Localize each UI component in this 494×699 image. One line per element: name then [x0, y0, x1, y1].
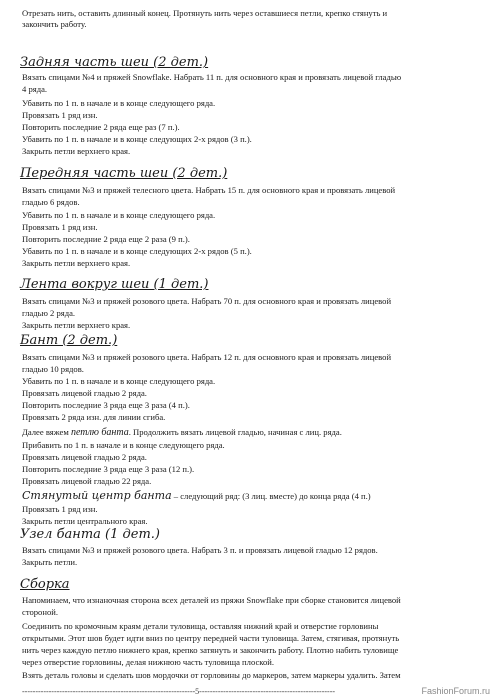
text-line: гладью 6 рядов.: [22, 197, 80, 207]
text-line: через отверстие горловины, делая нижнюю часть туловища плоской.: [22, 657, 275, 667]
section-heading-bow: Бант (2 дет.): [20, 333, 118, 348]
intro-line: закончить работу.: [22, 19, 87, 29]
text-line: стороной.: [22, 607, 58, 617]
text-line: Вязать спицами №3 и пряжей телесного цвета. Набрать 15 п. для основного края и провязать лицевой: [22, 185, 396, 195]
text-line: Убавить по 1 п. в начале и в конце следующих 2-х рядов (3 п.).: [22, 134, 252, 144]
text-line: Повторить последние 3 ряда еще 3 раза (4 п.).: [22, 400, 190, 410]
text-line: 4 ряда.: [22, 84, 48, 94]
text-line: Вязать спицами №3 и пряжей розового цвета. Набрать 3 п. и провязать лицевой гладью 12 рядов.: [22, 545, 378, 555]
section-heading-back-neck: Задняя часть шеи (2 дет.): [20, 55, 209, 70]
text-line: Закрыть петли верхнего края.: [22, 320, 131, 330]
text-line: Провязать 1 ряд изн.: [22, 504, 98, 514]
text-line: гладью 2 ряда.: [22, 308, 76, 318]
text-line: гладью 10 рядов.: [22, 364, 84, 374]
text-line: Взять деталь головы и сделать шов мордочки от горловины до маркеров, затем маркеры удалить. Затем: [22, 670, 401, 680]
text-line: Провязать 1 ряд изн.: [22, 110, 98, 120]
bow-center-line: [22, 490, 482, 502]
text-line: Закрыть петли.: [22, 557, 78, 567]
section-heading-knot: Узел банта (1 дет.): [20, 527, 160, 542]
text-line: Прибавить по 1 п. в начале и в конце следующего ряда.: [22, 440, 225, 450]
page-number-footer: -----------------------------------------------------------------5---------------------------------------------------: [22, 687, 336, 696]
text-line: нить через каждую петлю нижнего края, крепко затянуть и закончить работу. Плотно набить туловище: [22, 645, 399, 655]
intro-line: Отрезать нить, оставить длинный конец. Протянуть нить через оставшиеся петли, крепко стянуть и: [22, 8, 388, 18]
text-line: Повторить последние 3 ряда еще 3 раза (12 п.).: [22, 464, 195, 474]
text-line: Провязать лицевой гладью 2 ряда.: [22, 388, 147, 398]
bow-loop-term: петлю банта: [70, 427, 129, 438]
text-line: открытыми. Этот шов будет идти вниз по центру передней части туловища. Затем, стягивая, протянуть: [22, 633, 400, 643]
text-line: Закрыть петли центрального края.: [22, 516, 148, 526]
text-line: Соединить по кромочным краям детали туловища, оставляя нижний край и отверстие горловины: [22, 621, 379, 631]
bow-loop-line: [22, 427, 482, 438]
text-line: Убавить по 1 п. в начале и в конце следующего ряда.: [22, 376, 216, 386]
text-line: Закрыть петли верхнего края.: [22, 258, 131, 268]
section-heading-ribbon: Лента вокруг шеи (1 дет.): [20, 277, 209, 292]
section-heading-front-neck: Передняя часть шеи (2 дет.): [20, 166, 228, 181]
bow-center-term: Стянутый центр банта: [22, 490, 172, 502]
text-line: Повторить последние 2 ряда еще 2 раза (9 п.).: [22, 234, 190, 244]
text-line: Закрыть петли верхнего края.: [22, 146, 131, 156]
text-line: Провязать лицевой гладью 2 ряда.: [22, 452, 147, 462]
text-line: Убавить по 1 п. в начале и в конце следующего ряда.: [22, 210, 216, 220]
text-line: Провязать лицевой гладью 22 ряда.: [22, 476, 152, 486]
section-heading-assembly: Сборка: [20, 577, 70, 592]
text-line: Вязать спицами №3 и пряжей розового цвета. Набрать 12 п. для основного края и провязать лицевой: [22, 352, 392, 362]
text-line: Вязать спицами №4 и пряжей Snowflake. Набрать 11 п. для основного края и провязать лицевой гладью: [22, 72, 402, 82]
text-line: Напоминаем, что изнаночная сторона всех деталей из пряжи Snowflake при сборке становится лицевой: [22, 595, 401, 605]
text-span: – следующий ряд: (3 лиц. вместе) до конца ряда (4 п.): [171, 491, 371, 501]
text-line: Повторить последние 2 ряда еще раз (7 п.).: [22, 122, 180, 132]
text-span: Далее вяжем: [22, 427, 71, 437]
watermark: FashionForum.ru: [421, 686, 490, 696]
text-line: Убавить по 1 п. в начале и в конце следующих 2-х рядов (5 п.).: [22, 246, 252, 256]
text-line: Убавить по 1 п. в начале и в конце следующего ряда.: [22, 98, 216, 108]
text-span: . Продолжить вязать лицевой гладью, начиная с лиц. ряда.: [128, 427, 342, 437]
text-line: Вязать спицами №3 и пряжей розового цвета. Набрать 70 п. для основного края и провязать лицевой: [22, 296, 392, 306]
text-line: Провязать 2 ряда изн. для линии сгиба.: [22, 412, 166, 422]
text-line: Провязать 1 ряд изн.: [22, 222, 98, 232]
